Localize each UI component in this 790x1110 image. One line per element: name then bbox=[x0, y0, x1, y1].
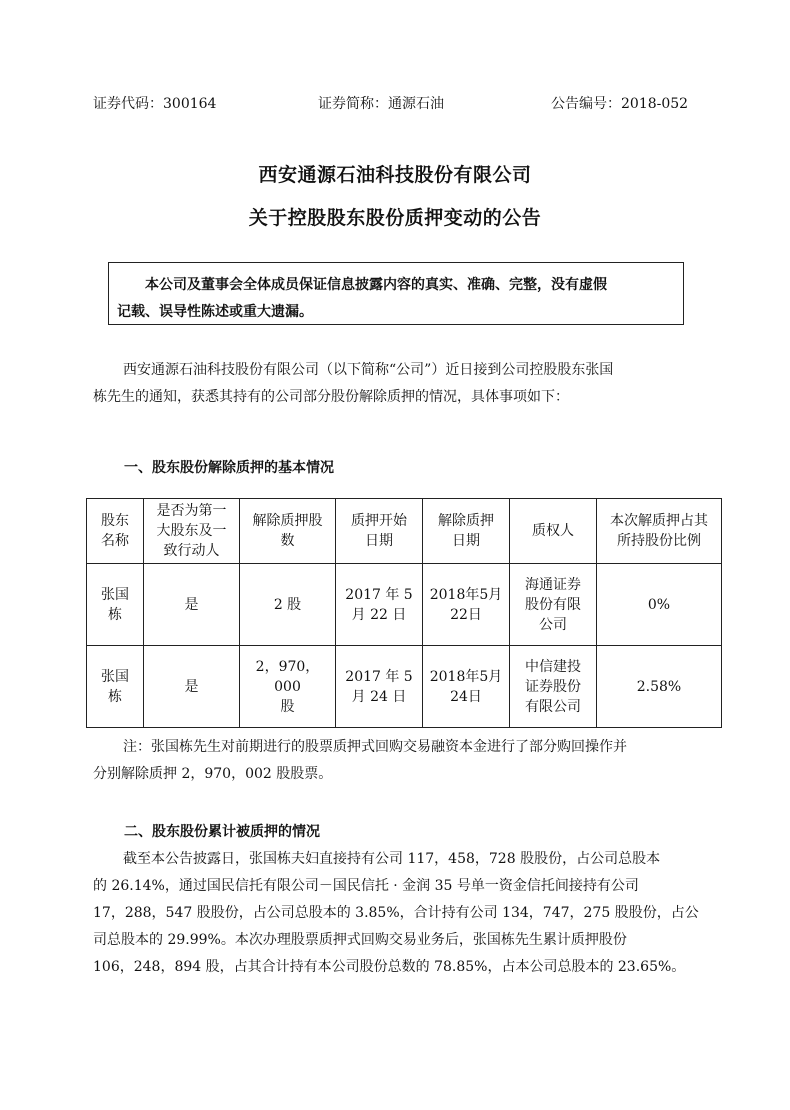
company-title: 西安通源石油科技股份有限公司 bbox=[258, 164, 532, 186]
cell-shares: 2 股 bbox=[240, 564, 336, 646]
header-ratio: 本次解质押占其 所持股份比例 bbox=[597, 499, 722, 564]
cell-shares: 2，970，000 股 bbox=[240, 646, 336, 728]
cell-start-date: 2017 年 5 月 22 日 bbox=[336, 564, 423, 646]
paragraph-line: 截至本公告披露日，张国栋夫妇直接持有公司 117，458，728 股股份，占公司总股本 bbox=[123, 851, 661, 867]
cell-holder: 张国 栋 bbox=[87, 646, 144, 728]
table-row bbox=[87, 646, 722, 728]
header-pledge-start: 质押开始 日期 bbox=[336, 499, 423, 564]
disclaimer-line: 记载、误导性陈述或重大遗漏。 bbox=[117, 304, 313, 320]
header-release-date: 解除质押 日期 bbox=[423, 499, 510, 564]
cell-start-date: 2017 年 5 月 24 日 bbox=[336, 646, 423, 728]
announcement-title: 关于控股股东股份质押变动的公告 bbox=[248, 207, 542, 229]
announcement-number: 公告编号：2018-052 bbox=[551, 96, 689, 112]
cell-release-date: 2018年5月 24日 bbox=[423, 646, 510, 728]
header-pledgee: 质权人 bbox=[510, 499, 597, 564]
header-first-shareholder: 是否为第一 大股东及一 致行动人 bbox=[144, 499, 240, 564]
pledge-release-table bbox=[86, 498, 722, 728]
header-released-shares: 解除质押股 数 bbox=[240, 499, 336, 564]
cell-pledgee: 海通证券 股份有限 公司 bbox=[510, 564, 597, 646]
cell-is-first: 是 bbox=[144, 564, 240, 646]
table-row bbox=[87, 564, 722, 646]
intro-line: 栋先生的通知，获悉其持有的公司部分股份解除质押的情况，具体事项如下： bbox=[93, 389, 569, 405]
cumulative-pledge-paragraph bbox=[93, 846, 703, 981]
cell-holder: 张国 栋 bbox=[87, 564, 144, 646]
section-heading-1: 一、股东股份解除质押的基本情况 bbox=[124, 460, 334, 476]
cell-ratio: 2.58% bbox=[597, 646, 722, 728]
paragraph-line: 司总股本的 29.99%。本次办理股票质押式回购交易业务后，张国栋先生累计质押股份 bbox=[93, 932, 627, 948]
table-note bbox=[93, 734, 703, 788]
header-shareholder: 股东 名称 bbox=[87, 499, 144, 564]
cell-is-first: 是 bbox=[144, 646, 240, 728]
cell-pledgee: 中信建投 证券股份 有限公司 bbox=[510, 646, 597, 728]
note-line: 分别解除质押 2，970，002 股股票。 bbox=[93, 766, 333, 782]
table-header-row bbox=[87, 499, 722, 564]
paragraph-line: 的 26.14%，通过国民信托有限公司－国民信托 · 金润 35 号单一资金信托间接持有公司 bbox=[93, 878, 639, 894]
stock-code: 证券代码：300164 bbox=[93, 96, 217, 112]
disclaimer-line: 本公司及董事会全体成员保证信息披露内容的真实、准确、完整，没有虚假 bbox=[145, 277, 607, 293]
stock-abbreviation: 证券简称：通源石油 bbox=[318, 96, 444, 112]
disclaimer-box bbox=[108, 262, 684, 325]
paragraph-line: 106，248，894 股，占其合计持有本公司股份总数的 78.85%，占本公司总股本的 23.65%。 bbox=[93, 959, 686, 975]
cell-ratio: 0% bbox=[597, 564, 722, 646]
intro-paragraph bbox=[93, 357, 703, 411]
paragraph-line: 17，288，547 股股份，占公司总股本的 3.85%，合计持有公司 134，747，275 股股份，占公 bbox=[93, 905, 699, 921]
intro-line: 西安通源石油科技股份有限公司（以下简称“公司”）近日接到公司控股股东张国 bbox=[123, 362, 614, 378]
cell-release-date: 2018年5月 22日 bbox=[423, 564, 510, 646]
section-heading-2: 二、股东股份累计被质押的情况 bbox=[124, 824, 320, 840]
note-line: 注：张国栋先生对前期进行的股票质押式回购交易融资本金进行了部分购回操作并 bbox=[123, 739, 627, 755]
